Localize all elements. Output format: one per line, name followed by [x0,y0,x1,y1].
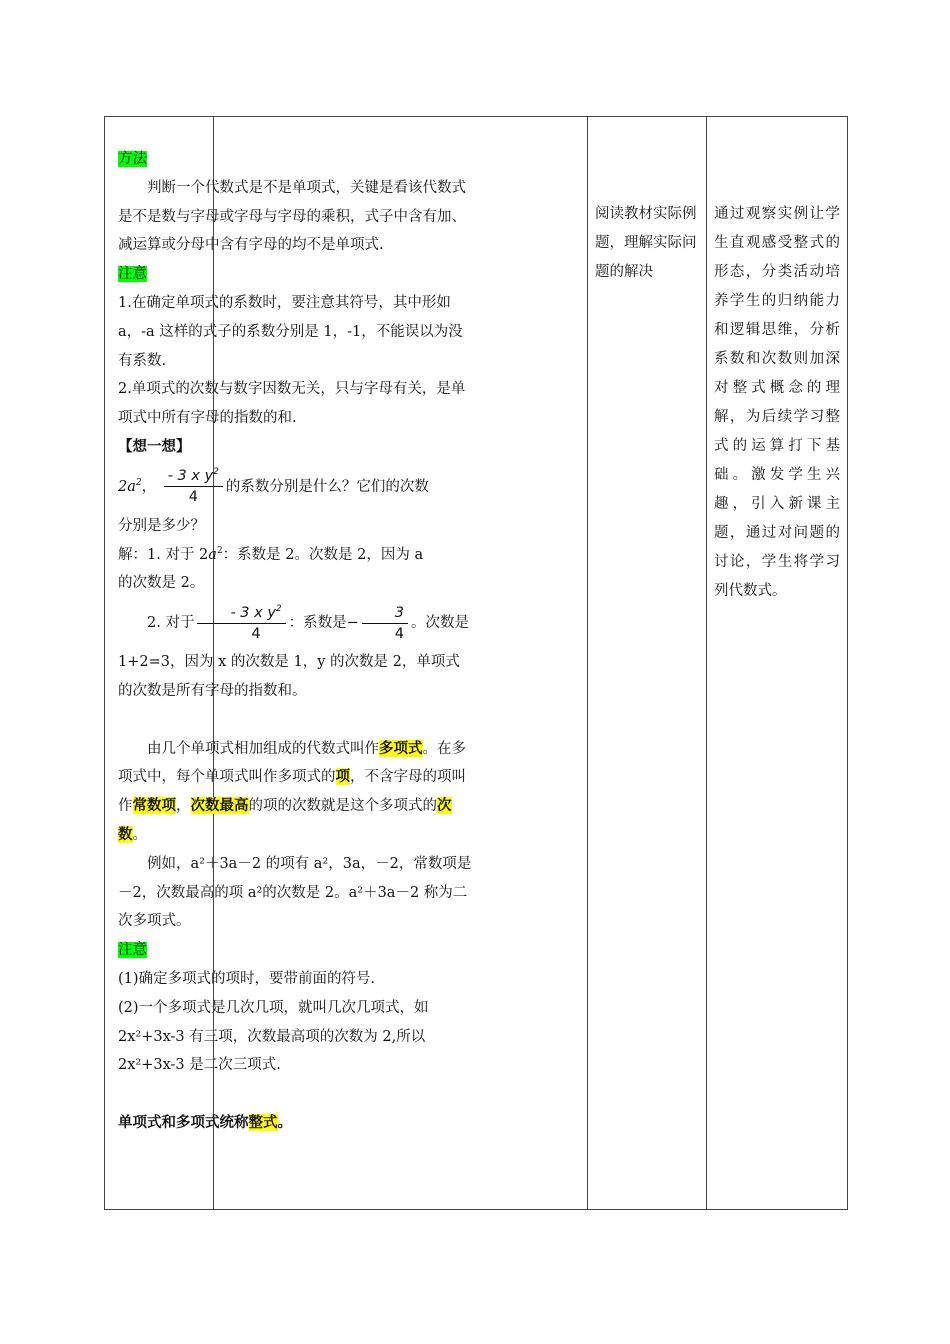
answer-1-line-2: 的次数是 2。 [118,575,205,592]
polynomial-definition: 由几个单项式相加组成的代数式叫作多项式。在多项式中，每个单项式叫作多项式的项，不含字母的项叫作常数项，次数最高的项的次数就是这个多项式的次数。 [118,739,466,843]
method-tag: 方法 [118,151,147,167]
note-tag-2: 注意 [118,942,147,959]
polynomial-example: 例如，a²＋3a－2 的项有 a²，3a，－2，常数项是－2，次数最高的项 a²的次数是 2。a²＋3a－2 称为二次多项式。 [118,855,472,930]
think-title: 【想一想】 [118,437,191,455]
note-1: 1.在确定单项式的系数时，要注意其符号，其中形如 a，-a 这样的式子的系数分别是 1，-1，不能误以为没有系数. [118,294,463,369]
question-line: $2a^2$， $\frac{- 3 x y^2}{4}$ 的系数分别是什么？它们的次数 [118,467,429,506]
question-tail: 的系数分别是什么？它们的次数 [225,478,429,495]
teaching-content [118,145,472,1138]
fraction-question: $\frac{- 3 x y^2}{4}$ [164,466,223,507]
coefficient-fraction: $\frac{3}{4}$ [362,603,408,644]
answer-1: 解：1. 对于 $2a^2$：系数是 2。次数是 2，因为 a [118,545,424,563]
student-activity-text: 阅读教材实际例题，理解实际问题的解决 [595,206,697,280]
poly-note-1: (1)确定多项式的项时，要带前面的符号. [118,970,376,987]
answer-2: 2. 对于 $\frac{- 3 x y^2}{4}$ ：系数是− $\frac{3}{4}$ 。次数是 [147,603,470,642]
expr-2a2: $2a^2$ [118,477,142,495]
method-text: 判断一个代数式是不是单项式，关键是看该代数式是不是数与字母或字母与字母的乘积，式子中含有加、减运算或分母中含有字母的均不是单项式. [118,179,466,254]
note-2: 2.单项式的次数与数字因数无关，只与字母有关，是单项式中所有字母的指数的和. [118,381,466,427]
fraction-answer: $\frac{- 3 x y^2}{4}$ [197,603,285,644]
answer-2-line-2: 1+2=3，因为 x 的次数是 1，y 的次数是 2，单项式的次数是所有字母的指数和。 [118,654,460,699]
poly-note-2: (2)一个多项式是几次几项，就叫几次几项式，如 2x²+3x-3 有三项，次数最高项的次数为 2,所以 2x²+3x-3 是二次三项式. [118,999,429,1074]
question-line-2: 分别是多少？ [118,517,205,534]
note-tag: 注意 [118,266,147,283]
summary: 单项式和多项式统称整式。 [118,1113,292,1131]
design-intent-text: 通过观察实例让学生直观感受整式的形态，分类活动培养学生的归纳能力和逻辑思维，分析系数和次数则加深对整式概念的理解，为后续学习整式的运算打下基础。激发学生兴趣，引入新课主题，通过对问题的讨论，学生将学习列代数式。 [714,206,840,599]
